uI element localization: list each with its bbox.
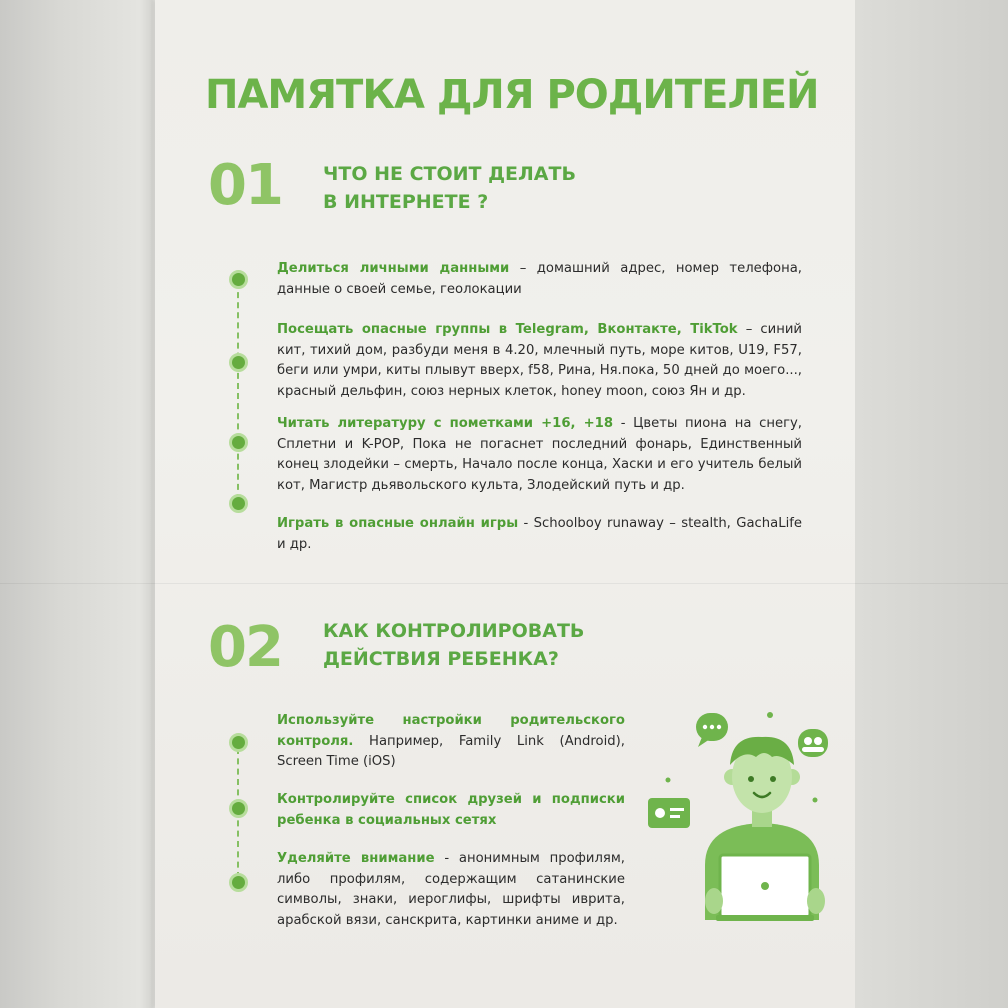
child-eye [770,776,776,782]
item-text: - анонимным профилям, либо профилям, содержащим сатанинские символы, знаки, иероглифы, шрифты иврита, арабской вязи, санскрита, картинки аниме и др. [277,851,625,928]
list-item [277,320,802,402]
item-lead: Читать литературу с пометками +16, +18 [277,416,613,431]
item-text: - Цветы пиона на снегу, Сплетни и K-POP, Пока не погаснет последний фонарь, Единственный конец злодейки – смерть, Начало после конца, Хаски и его учитель белый кот, Магистр дьявольского культа, Злодейский путь и др. [277,416,802,493]
section-heading-line: В ИНТЕРНЕТЕ ? [323,191,489,213]
child-hand [705,888,723,914]
section-number-01: 01 [208,153,282,218]
page-title: ПАМЯТКА ДЛЯ РОДИТЕЛЕЙ [205,72,819,118]
item-text: - Schoolboy runaway – stealth, GachaLife и др. [277,516,802,552]
child-eye [748,776,754,782]
child-hand [807,888,825,914]
item-text: – домашний адрес, номер телефона, данные о своей семье, геолокации [277,261,802,297]
list-item [277,259,802,300]
timeline-dot [229,733,248,752]
decor-dot [666,778,671,783]
list-item [277,414,802,496]
item-text: – синий кит, тихий дом, разбуди меня в 4.20, млечный путь, море китов, U19, F57, беги или умри, киты плывут вверх, f58, Рина, Ня.пока, 50 дней до моего..., красный дельфин, союз нерных клеток, honey moon, союз Ян и др. [277,322,802,399]
child-at-laptop-icon [640,705,835,930]
section-heading-line: КАК КОНТРОЛИРОВАТЬ [323,620,585,642]
item-text: Например, Family Link (Android), Screen Time (iOS) [277,733,625,770]
section-heading-02 [323,617,584,673]
section-heading-line: ДЕЙСТВИЯ РЕБЕНКА? [323,648,559,670]
list-item [277,514,802,555]
decor-dot [767,712,773,718]
timeline-dot [229,353,248,372]
section-heading-01 [323,160,576,216]
item-lead: Используйте настройки родительского контроля. [277,713,625,749]
item-lead: Посещать опасные группы в Telegram, Вконтакте, TikTok [277,322,738,337]
item-lead: Делиться личными данными [277,261,510,276]
timeline-dot [229,799,248,818]
decor-dot [813,798,818,803]
list-item [277,849,625,931]
profile-bubble-icon [798,729,828,757]
timeline-dot [229,433,248,452]
item-lead: Уделяйте внимание [277,851,435,866]
timeline-line-01 [237,282,239,500]
item-lead: Контролируйте список друзей и подписки ребенка в социальных сетях [277,792,625,828]
child-neck [752,811,772,827]
chat-bubble-icon [696,713,728,747]
section-heading-line: ЧТО НЕ СТОИТ ДЕЛАТЬ [323,163,576,185]
paper-fold [0,583,1008,584]
timeline-dot [229,270,248,289]
section-number-02: 02 [208,615,282,680]
list-item [277,790,625,831]
card-icon [648,798,690,828]
list-item [277,711,625,773]
item-lead: Играть в опасные онлайн игры [277,516,519,531]
timeline-dot [229,494,248,513]
timeline-dot [229,873,248,892]
laptop-icon [716,855,814,921]
